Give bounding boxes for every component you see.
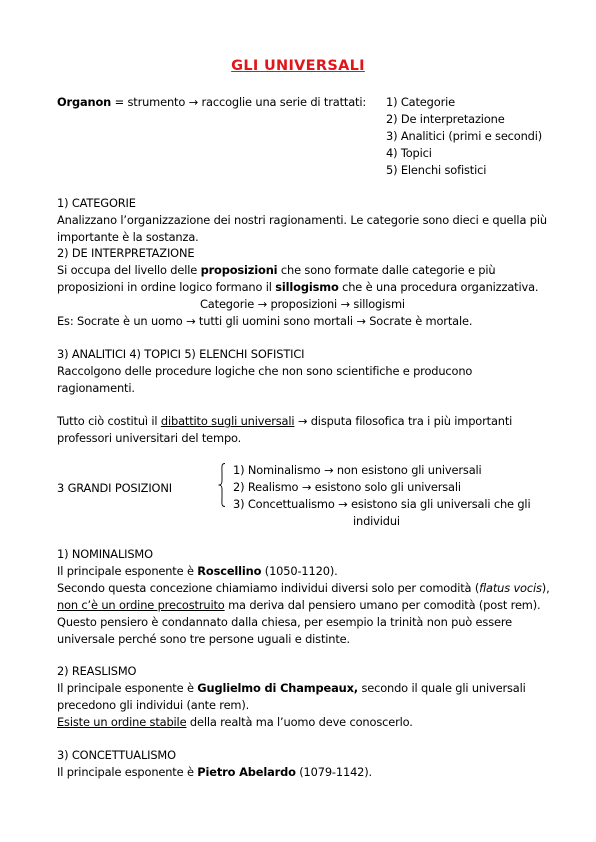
paragraph-line: Il principale esponente è Roscellino (1050-1120). [57,564,338,578]
organon-list-item: 5) Elenchi sofistici [386,163,487,177]
name-abelardo: Pietro Abelardo [197,765,296,779]
name-guglielmo: Guglielmo di Champeaux, [197,681,358,695]
section-heading-analitici: 3) ANALITICI 4) TOPICI 5) ELENCHI SOFISTICI [57,347,305,361]
italic-flatus-vocis: flatus vocis [479,581,542,595]
organon-list-item: 2) De interpretazione [386,112,505,126]
paragraph-line: Analizzano l’organizzazione dei nostri ragionamenti. Le categorie sono dieci e quella più [57,213,547,227]
paragraph-line: Il principale esponente è Guglielmo di Champeaux, secondo il quale gli universali [57,681,526,695]
organon-term: Organon [57,95,112,109]
section-heading-realismo: 2) REASLISMO [57,664,137,678]
posizioni-label: 3 GRANDI POSIZIONI [57,481,172,495]
organon-line [57,95,366,109]
posizione-item-continuation: individui [353,514,400,528]
paragraph-line: importante è la sostanza. [57,230,199,244]
page-title: GLI UNIVERSALI [231,58,365,74]
paragraph-line: Raccolgono delle procedure logiche che non sono scientifiche e producono [57,364,473,378]
paragraph-line: Esiste un ordine stabile della realtà ma l’uomo deve conoscerlo. [57,715,413,729]
paragraph-line: ragionamenti. [57,381,135,395]
section-heading-de-interpretazione: 2) DE INTERPRETAZIONE [57,246,195,260]
section-heading-concettualismo: 3) CONCETTUALISMO [57,748,176,762]
organon-list-item: 3) Analitici (primi e secondi) [386,129,543,143]
paragraph-line: non c’è un ordine precostruito ma deriva dal pensiero umano per comodità (post rem). [57,598,541,612]
organon-definition: = strumento → raccoglie una serie di trattati: [111,95,367,109]
paragraph-line: precedono gli individui (ante rem). [57,698,250,712]
left-brace-icon [218,463,226,507]
posizione-item: 2) Realismo → esistono solo gli universali [233,480,461,494]
underlined-ordine-stabile: Esiste un ordine stabile [57,715,187,729]
paragraph-line: Tutto ciò costituì il dibattito sugli universali → disputa filosofica tra i più importanti [57,414,513,428]
paragraph-line: universale perché sono tre persone uguali e distinte. [57,632,350,646]
keyword-proposizioni: proposizioni [200,263,278,277]
paragraph-line: professori universitari del tempo. [57,431,242,445]
underlined-dibattito: dibattito sugli universali [160,414,295,428]
example-line: Es: Socrate è un uomo → tutti gli uomini sono mortali → Socrate è mortale. [57,314,473,328]
name-roscellino: Roscellino [197,564,262,578]
paragraph-line: Si occupa del livello delle proposizioni che sono formate dalle categorie e più [57,263,496,277]
section-heading-nominalismo: 1) NOMINALISMO [57,547,153,561]
sequence-line: Categorie → proposizioni → sillogismi [200,297,405,311]
paragraph-line: Il principale esponente è Pietro Abelardo (1079-1142). [57,765,373,779]
posizione-item: 1) Nominalismo → non esistono gli universali [233,463,482,477]
organon-list-item: 4) Topici [386,146,432,160]
organon-list-item: 1) Categorie [386,95,455,109]
underlined-ordine-precostruito: non c’è un ordine precostruito [57,598,225,612]
keyword-sillogismo: sillogismo [275,280,339,294]
paragraph-line: Secondo questa concezione chiamiamo individui diversi solo per comodità (flatus vocis), [57,581,550,595]
posizione-item: 3) Concettualismo → esistono sia gli universali che gli [233,497,531,511]
section-heading-categorie: 1) CATEGORIE [57,196,136,210]
paragraph-line: Questo pensiero è condannato dalla chiesa, per esempio la trinità non può essere [57,615,512,629]
paragraph-line: proposizioni in ordine logico formano il sillogismo che è una procedura organizzativa. [57,280,539,294]
